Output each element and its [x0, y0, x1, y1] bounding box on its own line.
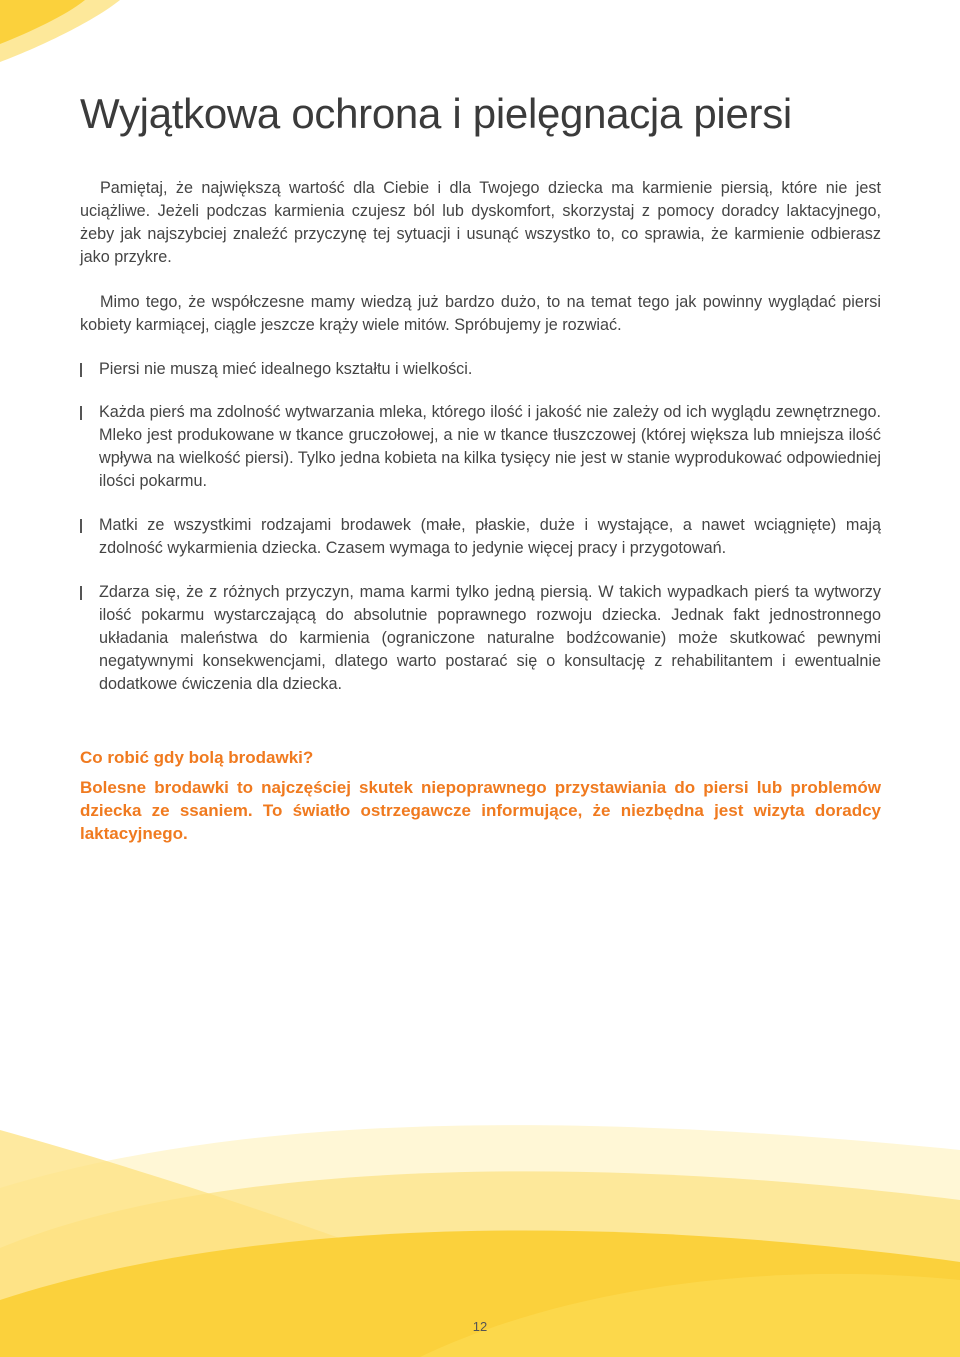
- list-item: [80, 581, 881, 696]
- bullet-marker: [80, 363, 82, 377]
- page-number: 12: [472, 1319, 488, 1334]
- list-item: [80, 514, 881, 560]
- list-item-text: Matki ze wszystkimi rodzajami brodawek (małe, płaskie, duże i wystające, a nawet wciągnięte) mają zdolność wykarmienia dziecka. Czasem wymaga to jedynie więcej pracy i przygotowań.: [99, 516, 881, 558]
- list-item-text: Zdarza się, że z różnych przyczyn, mama karmi tylko jedną piersią. W takich wypadkach pierś ta wytworzy ilość pokarmu wystarczającą do absolutnie poprawnego rozwoju dziecka. Jednak fakt jednostronnego układania maleństwa do karmienia (ograniczone naturalne bodźcowanie) może skutkować pewnymi negatywnymi konsekwencjami, dlatego warto postarać się o konsultację z rehabilitantem i ewentualnie dodatkowe ćwiczenia dla dziecka.: [99, 583, 881, 694]
- highlight-paragraph: Bolesne brodawki to najczęściej skutek niepoprawnego przystawiania do piersi lub problemów dziecka ze ssaniem. To światło ostrzegawcze informujące, że niezbędna jest wizyta doradcy laktacyjnego.: [80, 778, 881, 843]
- section-heading: Co robić gdy bolą brodawki?: [80, 748, 314, 767]
- myths-paragraph: Mimo tego, że współczesne mamy wiedzą już bardzo dużo, to na temat tego jak powinny wyglądać piersi kobiety karmiącej, ciągle jeszcze krąży wiele mitów. Spróbujemy je rozwiać.: [80, 293, 881, 335]
- bullet-marker: [80, 406, 82, 420]
- page-title: Wyjątkowa ochrona i pielęgnacja piersi: [80, 90, 792, 137]
- list-item: [80, 401, 881, 493]
- list-item-text: Piersi nie muszą mieć idealnego kształtu i wielkości.: [99, 360, 473, 378]
- list-item: [80, 358, 881, 381]
- intro-paragraph: Pamiętaj, że największą wartość dla Ciebie i dla Twojego dziecka ma karmienie piersią, które nie jest uciążliwe. Jeżeli podczas karmienia czujesz ból lub dyskomfort, skorzystaj z pomocy doradcy laktacyjnego, żeby jak najszybciej znaleźć przyczynę tej sytuacji i usunąć wszystko to, co sprawia, że karmienie odbierasz jako przykre.: [80, 179, 881, 267]
- bullet-marker: [80, 519, 82, 533]
- bullet-marker: [80, 586, 82, 600]
- list-item-text: Każda pierś ma zdolność wytwarzania mleka, którego ilość i jakość nie zależy od ich wyglądu zewnętrznego. Mleko jest produkowane w tkance gruczołowej, a nie w tkance tłuszczowej (której większa lub mniejsza ilość wpływa na wielkość piersi). Tylko jedna kobieta na kilka tysięcy nie jest w stanie wyprodukować odpowiedniej ilości pokarmu.: [99, 403, 881, 491]
